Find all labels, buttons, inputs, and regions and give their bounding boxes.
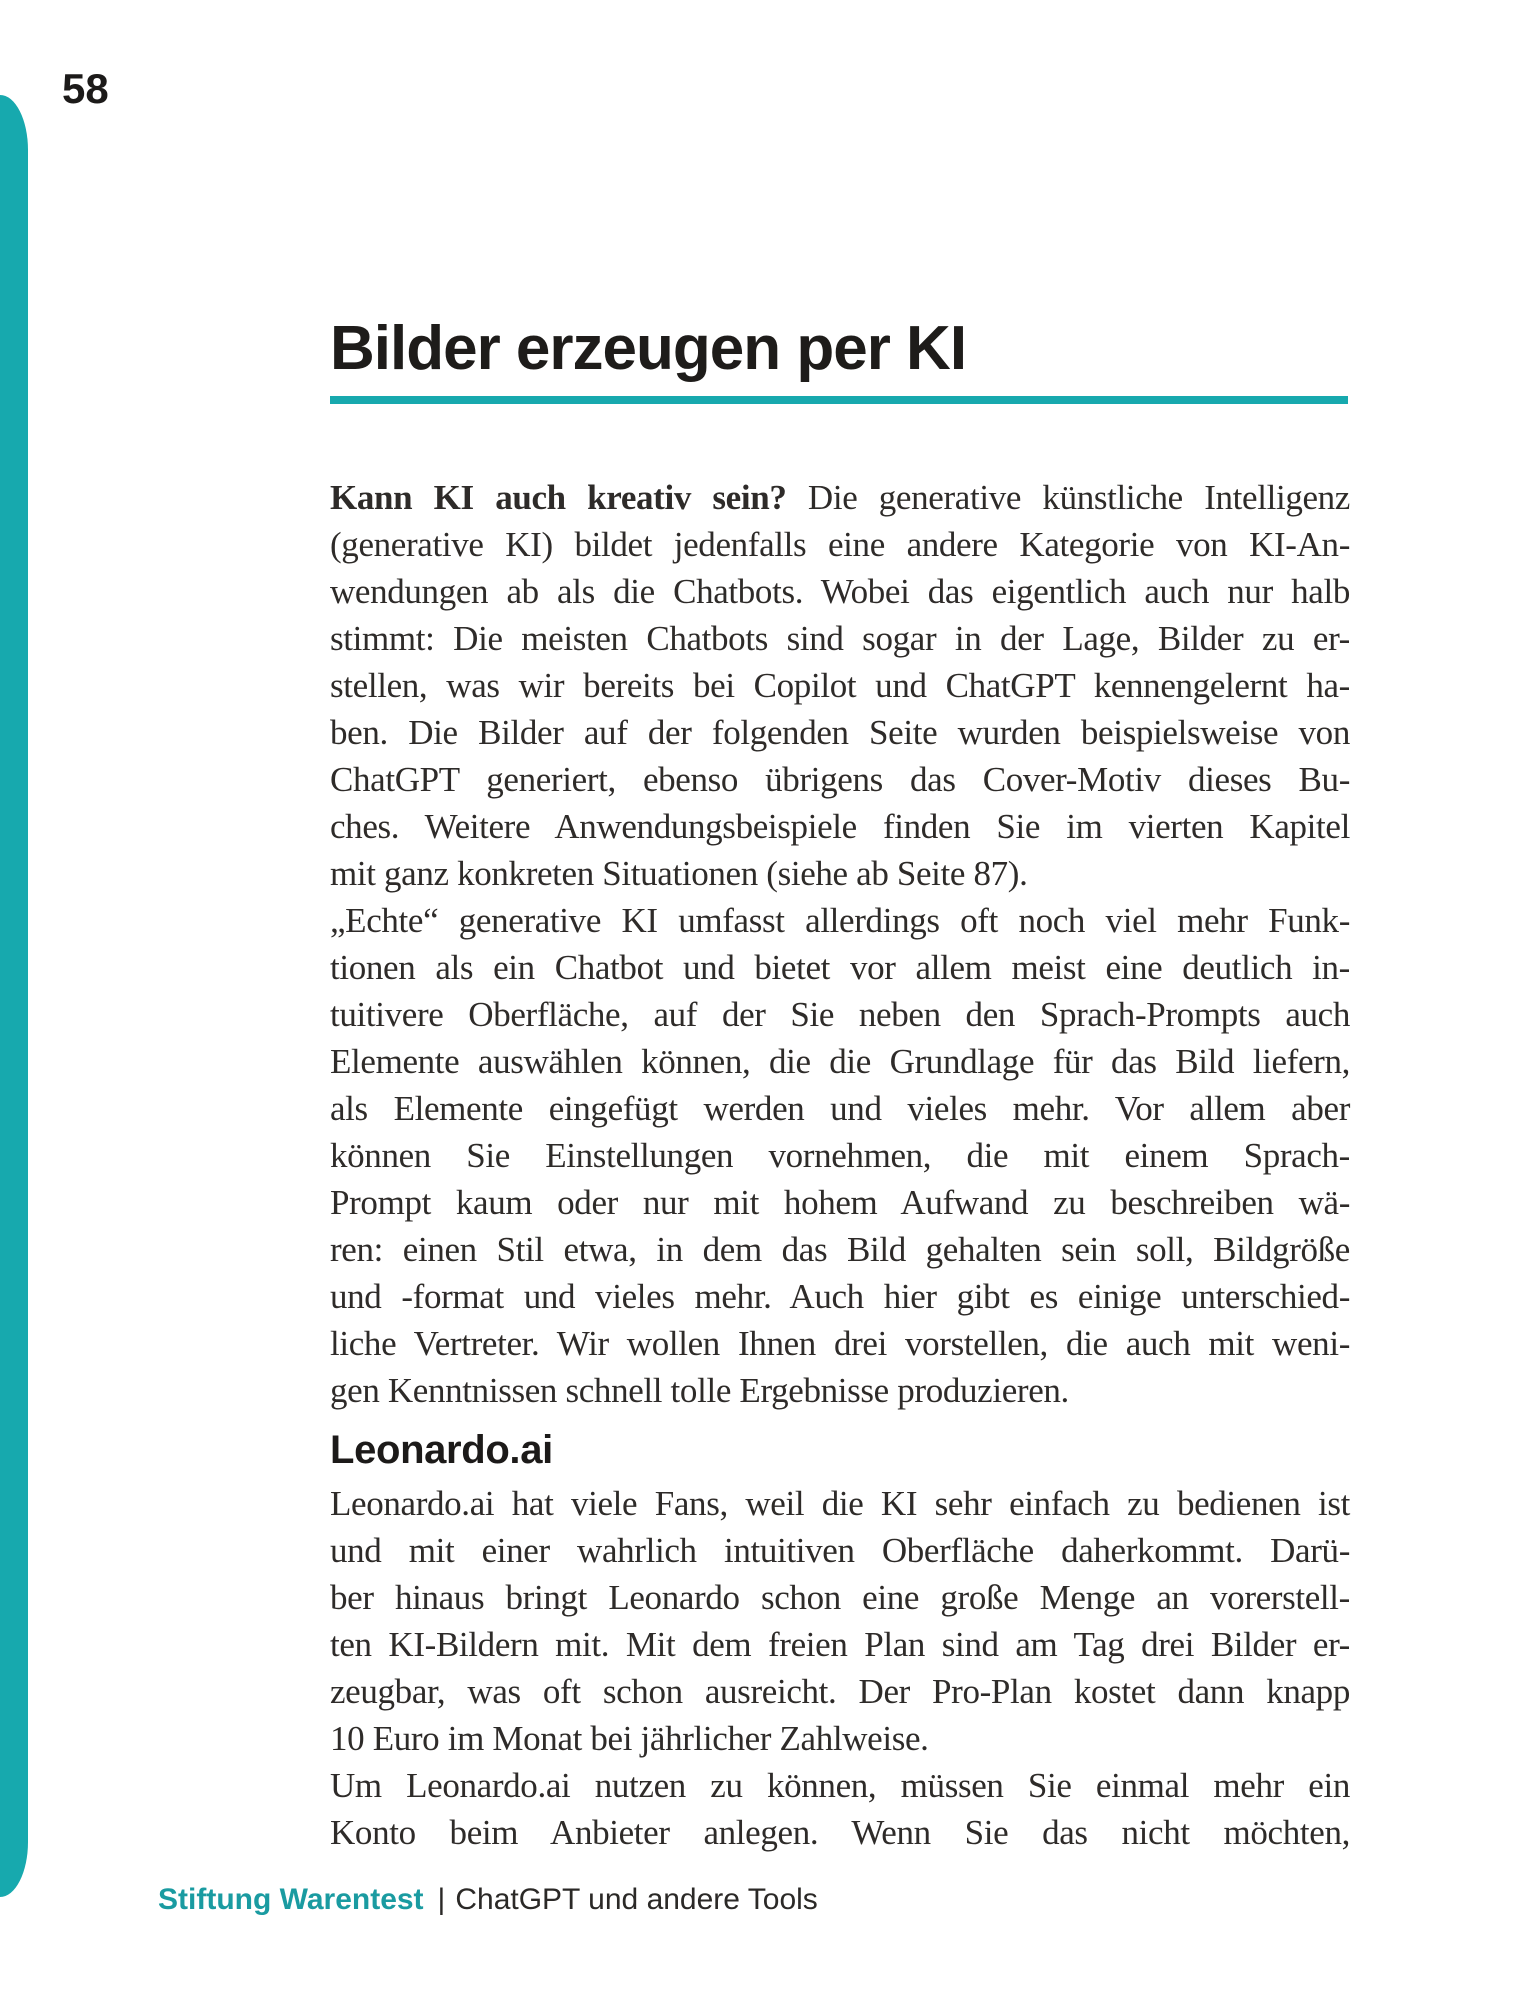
footer-book-title: ChatGPT und andere Tools bbox=[455, 1883, 818, 1916]
text-line bbox=[330, 1621, 1350, 1668]
line-text: ben. Die Bilder auf der folgenden Seite wurden beispielsweise von bbox=[330, 713, 1350, 752]
line-text: Konto beim Anbieter anlegen. Wenn Sie das nicht möchten, bbox=[330, 1813, 1350, 1852]
bold-lead-in: Kann KI auch kreativ sein? bbox=[330, 478, 787, 517]
paragraph bbox=[330, 897, 1350, 1414]
chapter-title: Bilder erzeugen per KI bbox=[330, 314, 967, 383]
text-line bbox=[330, 1038, 1350, 1085]
text-line bbox=[330, 1273, 1350, 1320]
line-text: Die generative künstliche Intelligenz bbox=[786, 478, 1350, 517]
text-line bbox=[330, 1480, 1350, 1527]
line-text: ren: einen Stil etwa, in dem das Bild gehalten sein soll, Bildgröße bbox=[330, 1230, 1350, 1269]
line-text: tionen als ein Chatbot und bietet vor allem meist eine deutlich in- bbox=[330, 948, 1350, 987]
text-line bbox=[330, 1668, 1350, 1715]
line-text: wendungen ab als die Chatbots. Wobei das eigentlich auch nur halb bbox=[330, 572, 1350, 611]
page-footer bbox=[158, 1882, 818, 1918]
text-line bbox=[330, 1085, 1350, 1132]
text-line bbox=[330, 1367, 1350, 1414]
page-edge-accent-bar bbox=[0, 95, 28, 1897]
line-text: Elemente auswählen können, die die Grundlage für das Bild liefern, bbox=[330, 1042, 1350, 1081]
text-line bbox=[330, 897, 1350, 944]
line-text: „Echte“ generative KI umfasst allerdings oft noch viel mehr Funk- bbox=[330, 901, 1350, 940]
text-line bbox=[330, 756, 1350, 803]
text-line bbox=[330, 1762, 1350, 1809]
line-text: zeugbar, was oft schon ausreicht. Der Pro-Plan kostet dann knapp bbox=[330, 1672, 1350, 1711]
line-text: ches. Weitere Anwendungsbeispiele finden Sie im vierten Kapitel bbox=[330, 807, 1350, 846]
footer-brand: Stiftung Warentest bbox=[158, 1883, 424, 1916]
paragraph bbox=[330, 474, 1350, 897]
text-line bbox=[330, 474, 1350, 521]
title-underline bbox=[330, 396, 1348, 404]
line-text: Um Leonardo.ai nutzen zu können, müssen Sie einmal mehr ein bbox=[330, 1766, 1350, 1805]
line-text: und mit einer wahrlich intuitiven Oberfläche daherkommt. Darü- bbox=[330, 1531, 1350, 1570]
text-line bbox=[330, 803, 1350, 850]
article-body bbox=[330, 474, 1350, 1856]
line-text: tuitivere Oberfläche, auf der Sie neben den Sprach-Prompts auch bbox=[330, 995, 1350, 1034]
article bbox=[330, 314, 1350, 1856]
text-line bbox=[330, 662, 1350, 709]
text-line bbox=[330, 521, 1350, 568]
text-line bbox=[330, 1320, 1350, 1367]
section-subheading: Leonardo.ai bbox=[330, 1428, 553, 1472]
line-text: und -format und vieles mehr. Auch hier gibt es einige unterschied- bbox=[330, 1277, 1350, 1316]
text-line bbox=[330, 568, 1350, 615]
paragraph bbox=[330, 1762, 1350, 1856]
line-text: ten KI-Bildern mit. Mit dem freien Plan sind am Tag drei Bilder er- bbox=[330, 1625, 1350, 1664]
text-line bbox=[330, 1527, 1350, 1574]
paragraph bbox=[330, 1480, 1350, 1762]
page-number: 58 bbox=[62, 65, 109, 112]
line-text: ChatGPT generiert, ebenso übrigens das Cover-Motiv dieses Bu- bbox=[330, 760, 1350, 799]
line-text: als Elemente eingefügt werden und vieles mehr. Vor allem aber bbox=[330, 1089, 1350, 1128]
text-line bbox=[330, 1574, 1350, 1621]
text-line bbox=[330, 1132, 1350, 1179]
text-line bbox=[330, 944, 1350, 991]
line-text: stellen, was wir bereits bei Copilot und ChatGPT kennengelernt ha- bbox=[330, 666, 1350, 705]
text-line bbox=[330, 709, 1350, 756]
line-text: können Sie Einstellungen vornehmen, die mit einem Sprach- bbox=[330, 1136, 1350, 1175]
text-line bbox=[330, 615, 1350, 662]
line-text: mit ganz konkreten Situationen (siehe ab Seite 87). bbox=[330, 854, 1028, 893]
text-line bbox=[330, 1715, 1350, 1762]
line-text: gen Kenntnissen schnell tolle Ergebnisse produzieren. bbox=[330, 1371, 1069, 1410]
text-line bbox=[330, 850, 1350, 897]
line-text: liche Vertreter. Wir wollen Ihnen drei vorstellen, die auch mit weni- bbox=[330, 1324, 1350, 1363]
text-line bbox=[330, 991, 1350, 1038]
text-line bbox=[330, 1179, 1350, 1226]
line-text: (generative KI) bildet jedenfalls eine andere Kategorie von KI-An- bbox=[330, 525, 1350, 564]
text-line bbox=[330, 1809, 1350, 1856]
line-text: Leonardo.ai hat viele Fans, weil die KI sehr einfach zu bedienen ist bbox=[330, 1484, 1350, 1523]
footer-divider: | bbox=[437, 1883, 446, 1916]
line-text: 10 Euro im Monat bei jährlicher Zahlweise. bbox=[330, 1719, 929, 1758]
text-line bbox=[330, 1226, 1350, 1273]
line-text: Prompt kaum oder nur mit hohem Aufwand zu beschreiben wä- bbox=[330, 1183, 1350, 1222]
line-text: stimmt: Die meisten Chatbots sind sogar in der Lage, Bilder zu er- bbox=[330, 619, 1350, 658]
line-text: ber hinaus bringt Leonardo schon eine große Menge an vorerstell- bbox=[330, 1578, 1350, 1617]
